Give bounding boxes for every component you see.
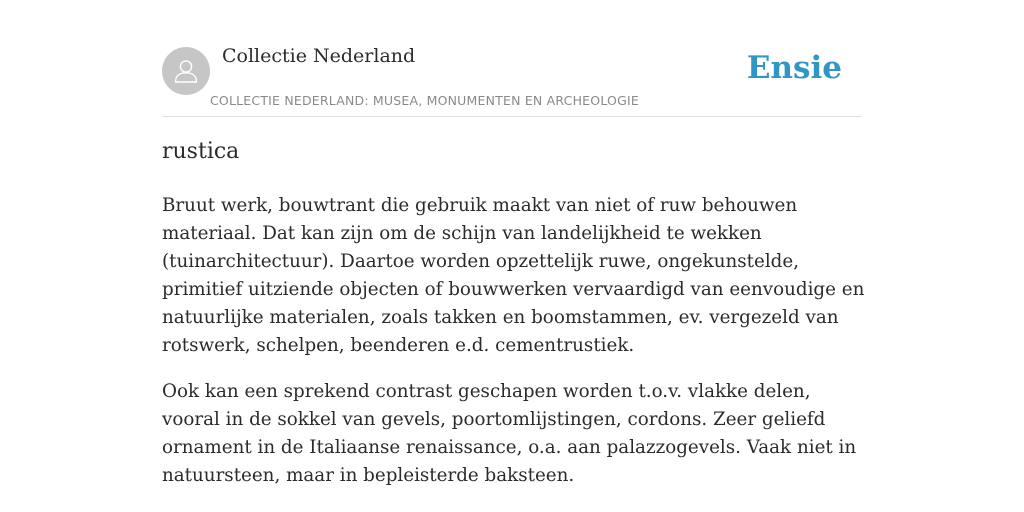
source-subtitle[interactable]: COLLECTIE NEDERLAND: MUSEA, MONUMENTEN EN ARCHEOLOGIE <box>210 93 639 108</box>
entry-term: rustica <box>162 139 240 164</box>
avatar[interactable] <box>162 47 210 95</box>
definition-paragraph: Ook kan een sprekend contrast geschapen worden t.o.v. vlakke delen, vooral in de sokkel van gevels, poortomlijstingen, cordons. Zeer geliefd ornament in de Italiaanse renaissance, o.a. aan palazzogevels. Vaak niet in natuursteen, maar in bepleisterde baksteen. <box>162 381 857 486</box>
entry-definition <box>162 192 867 508</box>
header <box>162 0 862 117</box>
definition-paragraph: Bruut werk, bouwtrant die gebruik maakt van niet of ruw behouwen materiaal. Dat kan zijn om de schijn van landelijkheid te wekken (tuinarchitectuur). Daartoe worden opzettelijk ruwe, ongekunstelde, primitief uitziende objecten of bouwwerken vervaardigd van eenvoudige en natuurlijke materialen, zoals takken en boomstammen, ev. vergezeld van rotswerk, schelpen, beenderen e.d. cementrustiek. <box>162 195 865 356</box>
ensie-logo[interactable]: Ensie <box>746 50 842 86</box>
source-name[interactable]: Collectie Nederland <box>222 45 416 67</box>
user-silhouette-icon <box>162 47 210 95</box>
